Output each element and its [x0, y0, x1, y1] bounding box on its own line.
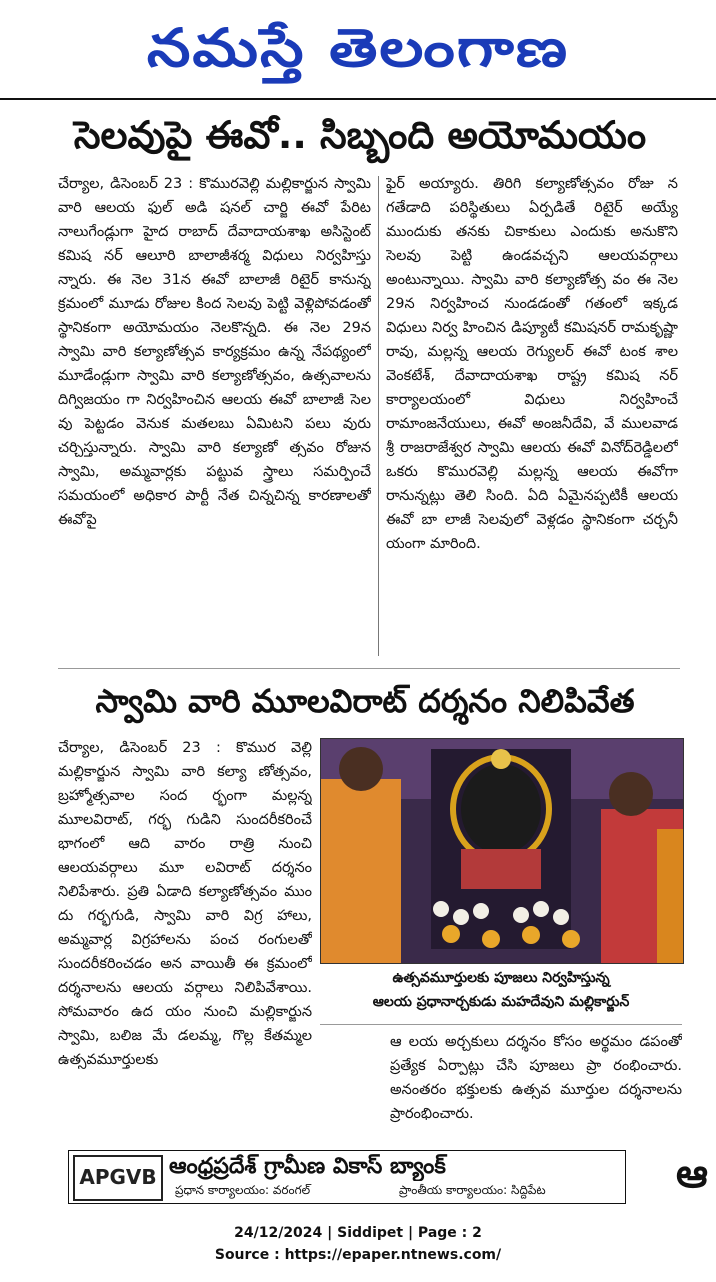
bank-logo-box — [73, 1155, 163, 1201]
bank-name: ఆంధ్రప్రదేశ్ గ్రామీణ వికాస్ బ్యాంక్ — [169, 1154, 446, 1179]
temple-photo — [320, 738, 684, 964]
article2-column-2 — [390, 1030, 682, 1142]
photo-caption — [320, 966, 682, 1020]
bank-head-office: ప్రధాన కార్యాలయం: వరంగల్ — [175, 1183, 311, 1197]
continued-glyph: ఆ — [676, 1151, 708, 1197]
article2-col2-text: ఆ లయ అర్చకులు దర్శనం కోసం అర్థమం డపంతో ప్రత్యేక ఏర్పాట్లు చేసి పూజలు ప్రా రంభించారు. అనంతరం భక్తులకు ఉత్సవ మూర్తుల దర్శనాలను ప్రారంభించారు. — [390, 1034, 682, 1122]
photo-caption-line-2: ఆలయ ప్రధానార్చకుడు మహదేవుని మల్లికార్జున్ — [372, 994, 630, 1010]
article1-column-2 — [386, 172, 678, 662]
bank-advertisement — [68, 1150, 626, 1204]
masthead-title: నమస్తే తెలంగాణ — [146, 16, 570, 79]
caption-divider — [320, 1024, 682, 1025]
photo-caption-line-1: ఉత్సవమూర్తులకు పూజలు నిర్వహిస్తున్న — [392, 970, 610, 986]
footer-date-line: 24/12/2024 | Siddipet | Page : 2 — [234, 1225, 482, 1241]
masthead-rule — [0, 98, 716, 100]
section-divider — [58, 668, 680, 669]
article1-col1-text: చేర్యాల, డిసెంబర్ 23 : కొమురవెల్లి మల్లికార్జున స్వామి వారి ఆలయ ఫుల్ అడి షనల్ చార్జి ఈవో పేరిట నాలుగేండ్లుగా హైద రాబాద్ దేవాదాయశాఖ అసిస్టెంట్ కమిష నర్ ఆలూరి బాలాజీశర్మ విధులు నిర్వహిస్తు న్నారు. ఈ నెల 31న ఈవో బాలాజీ రిటైర్ కానున్న క్రమంలో మూడు రోజుల కింద సెలవు పెట్టి వెళ్లిపోవడంతో స్థానికంగా అయోమయం నెలకొన్నది. ఈ నెల 29న స్వామి వారి కల్యాణోత్సవ కార్యక్రమం ఉన్న నేపథ్యంలో మూడేండ్లుగా స్వామి వారి కల్యాణోత్సవం, ఉత్సవాలను దిగ్విజయం గా నిర్వహించిన ఆలయ ఈవో బాలాజీ సెల వు పెట్టడం వెనుక మతలబు ఏమిటని పలు వురు చర్చిస్తున్నారు. స్వామి వారి కల్యాణో త్సవం రోజున స్వామి, అమ్మవార్లకు పట్టువ స్త్రాలు సమర్పించే సమయంలో అధికార పార్టీ నేత చిన్నచిన్న కారణాలతో ఈవోపై — [58, 176, 371, 528]
article2-headline: స్వామి వారి మూలవిరాట్ దర్శనం నిలిపివేత — [95, 682, 635, 720]
article1-headline: సెలవుపై ఈవో.. సిబ్బంది అయోమయం — [73, 113, 647, 157]
page-footer — [0, 1222, 716, 1266]
bank-logo: APGVB — [79, 1165, 157, 1189]
column-divider — [378, 176, 379, 656]
article2-col1-text: చేర్యాల, డిసెంబర్ 23 : కొముర వెల్లి మల్లికార్జున స్వామి వారి కల్యా ణోత్సవం, బ్రహ్మోత్సవాల సంద ర్భంగా మల్లన్న మూలవిరాట్, గర్భ గుడిని సుందరీకరించే భాగంలో ఆది వారం రాత్రి నుంచి ఆలయవర్గాలు మూ లవిరాట్ దర్శనం నిలిపేశారు. ప్రతి ఏడాది కల్యాణోత్సవం ముం దు గర్భగుడి, స్వామి వారి విగ్ర హాలు, అమ్మవార్ల విగ్రహాలను పంచ రంగులతో సుందరీకరించడం అన వాయితీ ఈ క్రమంలో దర్శనాలను ఆలయ వర్గాలు నిలిపివేశాయి. సోమవారం ఉద యం నుంచి మల్లికార్జున స్వామి, బలిజ మే డలమ్మ, గొల్ల కేతమ్మల ఉత్సవమూర్తులకు — [58, 740, 312, 1068]
masthead — [0, 0, 716, 96]
article1-column-1 — [58, 172, 371, 662]
footer-source-line: Source : https://epaper.ntnews.com/ — [214, 1247, 502, 1263]
temple-photo-illustration — [321, 739, 683, 963]
article1-col2-text: ఫైర్ అయ్యారు. తిరిగి కల్యాణోత్సవం రోజు న గతేడాది పరిస్థితులు ఏర్పడితే రిటైర్ అయ్యే ముందుకు తనకు చికాకులు ఎందుకు అనుకొని సెలవు పెట్టి ఉండవచ్చని ఆలయవర్గాలు అంటున్నాయి. స్వామి వారి కల్యాణోత్స వం ఈ నెల 29న నిర్వహించ నుండడంతో గతంలో ఇక్కడ విధులు నిర్వ హించిన డిప్యూటీ కమిషనర్ రామకృష్ణా రావు, మల్లన్న ఆలయ రెగ్యులర్ ఈవో టంక శాల వెంకటేశ్, దేవాదాయశాఖ రాష్ట్ర కమిష నర్ కార్యాలయంలో విధులు నిర్వహించే రామాంజనేయులు, ఈవో అంజనీదేవి, వే ములవాడ శ్రీ రాజరాజేశ్వర స్వామి ఆలయ ఈవో వినోద్‌రెడ్డిలలో ఒకరు కొమురవెల్లి మల్లన్న ఆలయ ఈవోగా రానున్నట్లు తెలి సింది. ఏది ఏమైనప్పటికీ ఆలయ ఈవో బా లాజీ సెలవులో వెళ్లడం స్థానికంగా చర్చనీ యంగా మారింది. — [386, 176, 678, 552]
article2-column-1 — [58, 736, 312, 1142]
bank-regional-office: ప్రాంతీయ కార్యాలయం: సిద్దిపేట — [399, 1183, 546, 1197]
